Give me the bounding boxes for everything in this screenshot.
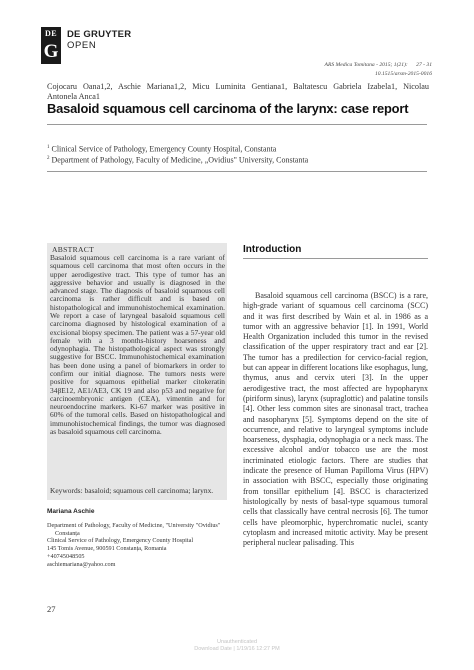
publisher-name: DE GRUYTER [67,29,132,40]
correspondence-line: Clinical Service of Pathology, Emergency County Hospital [47,537,194,545]
correspondence-line: 145 Tomis Avenue, 900591 Constanța, Romania [47,545,167,553]
affiliation-1 [47,143,276,155]
footer-unauthenticated: Unauthenticated [216,639,258,645]
correspondence-address [47,522,237,568]
keywords: Keywords: basaloid; squamous cell carcinoma; larynx. [50,486,214,495]
logo-g-letter: G [43,41,59,62]
journal-issue: ARS Medica Tomitana - 2015; 1(21): 27 - 31 [324,62,432,68]
title-rule [47,124,427,125]
introduction-paragraph: Basaloid squamous cell carcinoma (BSCC) is a rare, high-grade variant of squamous cell carcinoma (SCC) and it was first described by Wain et al. in 1986 as a tumor with an aggressive behavior [1]. In 1991, World Health Organization included this tumor in the revised classification of the upper respiratory tract and ear [2]. The tumor has a predilection for cervico-facial region, but can appear in different locations like esophagus, lung, thymus, anus and cervix uteri [3]. In the upper aerodigestive tract, the most affected are hypopharynx (piriform sinus), larynx (supraglottic) and palatine tonsils [4]. Other less common sites are sinonasal tract, trachea and nasopharynx [5]. Symptoms depend on the site of occurrence, and relative to laryngeal symptoms include hoarseness, dysphagia, odynophagia or a neck mass. The excessive alcohol and/or tobacco use are the most incriminated etiologic factors. There are studies that indicate the presence of Human Papilloma Virus (HPV) in association with BSCC, especially those originating from tonsillar epithelium [4]. BSCC is characterized histologically by nests of basal-type squamous tumoral cells that classically have central necrosis [6]. The tumor cells have pleomorphic, hyperchromatic nuclei, scanty cytoplasm and increased mitotic activity. May be present peripheral nuclear palisading. This [243,291,428,548]
journal-doi: 10.1515/arsm-2015-0016 [374,71,432,77]
affiliation-text: Department of Pathology, Faculty of Medicine, „Ovidius" University, Constanta [51,155,309,165]
affiliation-2 [47,154,308,166]
logo-de-text: DE [44,29,58,38]
authors-line-1 [47,82,429,92]
abstract-heading: ABSTRACT [52,245,95,254]
correspondence-email: aschiemariana@yahoo.com [47,560,116,568]
authors-text: Cojocaru Oana1,2, Aschie Mariana1,2, Micu Luminita Gentiana1, Baltatescu Gabriela Izabela1, Nicolau [47,82,429,91]
correspondence-line: Department of Pathology, Faculty of Medicine, "University "Ovidius" [47,522,221,529]
abstract-body [50,254,225,436]
publisher-logo [41,27,61,64]
footer-download-date: Download Date | 1/19/16 12:27 PM [194,646,280,652]
abstract-text: Basaloid squamous cell carcinoma is a rare variant of squamous cell carcinoma that most often occurs in the upper aerodigestive tract. This type of tumor has an aggressive behavior and usually is diagnosed in the advanced stage. The diagnosis of basaloid squamous cell carcinoma is rather difficult and is based on histopathological and immunohistochemical examination. We report a case of laryngeal basaloid squamous cell carcinoma diagnosed by histological examination of a excisional biopsy specimen. The patient was a 57-year old female with a 3 months-history hoarseness and odynophagia. The histopathological aspect was strongly suggestive for BSCC. Immunohistochemical examination has been done using a panel of biomarkers in order to confirm our initial diagnose. The tumors nests were positive for squamous epithelial marker citokeratin 34βE12, AE1/AE3, CK 19 and also p53 and negative for carcinoembryonic antigen (CEA), vimentin and for neuroendocrine markers. Ki-67 marker was positive in 60% of the tumoral cells. Based on histopathological and immunohistochemical findings, the tumor was diagnosed as basaloid squamous cell carcinoma. [50,253,225,436]
introduction-heading: Introduction [243,244,302,255]
affiliation-number: 1 [47,145,50,150]
affiliation-rule [47,171,427,172]
affiliation-text: Clinical Service of Pathology, Emergency County Hospital, Constanta [51,144,277,154]
page-number: 27 [47,604,56,614]
corresponding-author-name: Mariana Aschie [47,508,95,515]
publisher-subline: OPEN [67,40,97,51]
journal-citation [232,61,432,79]
correspondence-phone: +40745048505 [47,552,85,560]
paper-title: Basaloid squamous cell carcinoma of the larynx: case report [47,101,409,116]
introduction-rule [243,258,428,259]
authors-line-2: Antonela Anca1 [47,92,100,101]
affiliation-number: 2 [47,156,50,161]
correspondence-line: Constanța [55,529,80,537]
introduction-body [243,291,428,548]
